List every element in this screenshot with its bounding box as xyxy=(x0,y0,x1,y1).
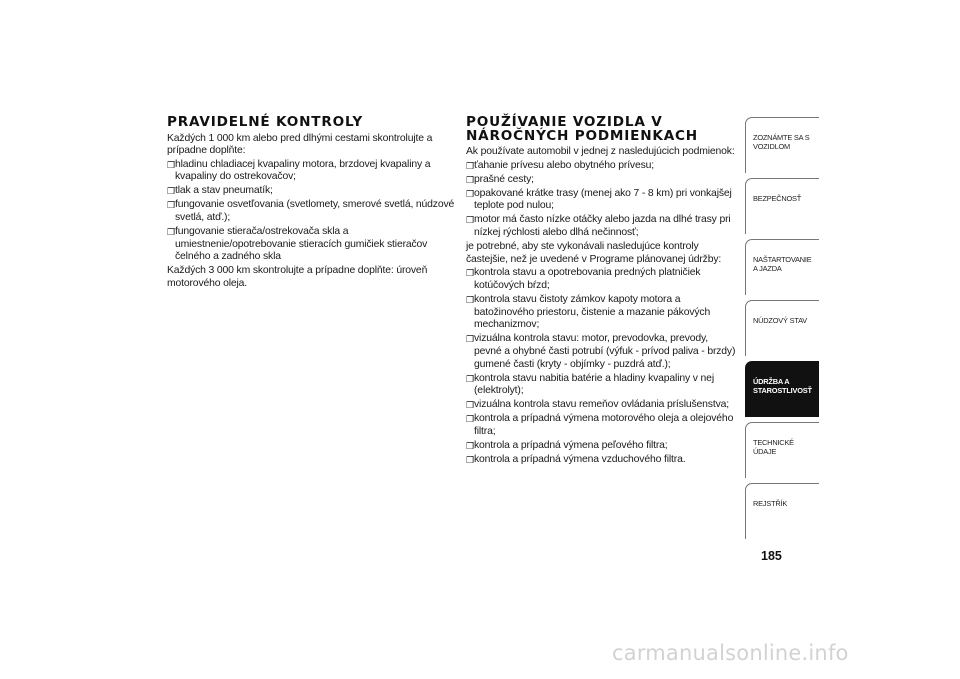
list-item: ❒ opakované krátke trasy (menej ako 7 - 8 km) pri vonkajšej teplote pod nulou; xyxy=(466,187,732,212)
checkbox-bullet-icon: ❒ xyxy=(466,400,474,411)
watermark: carmanualsonline.info xyxy=(612,641,849,665)
checkbox-bullet-icon: ❒ xyxy=(466,373,474,384)
checkbox-bullet-icon: ❒ xyxy=(466,174,474,185)
checks-list xyxy=(466,267,738,466)
list-item: ❒ kontrola stavu a opotrebovania predných platničiek kotúčových bŕzd; xyxy=(466,267,701,291)
left-checklist xyxy=(167,159,455,264)
conditions-list xyxy=(466,160,738,240)
list-item: ❒ vizuálna kontrola stavu: motor, prevodovka, prevody, pevné a ohybné časti potrubí (výfuk - prívod paliva - brzdy) gumené časti (kryty - objímky - puzdrá atď.); xyxy=(466,333,736,370)
checkbox-bullet-icon: ❒ xyxy=(167,159,175,170)
checkbox-bullet-icon: ❒ xyxy=(466,160,474,171)
tab-getting-to-know[interactable]: ZOZNÁMTE SA S VOZIDLOM xyxy=(745,117,819,173)
list-item: ❒ kontrola stavu nabitia batérie a hladiny kvapaliny v nej (elektrolyt); xyxy=(466,372,714,397)
checkbox-bullet-icon: ❒ xyxy=(466,441,474,452)
tab-technical-data[interactable]: TECHNICKÉ ÚDAJE xyxy=(745,422,819,478)
checkbox-bullet-icon: ❒ xyxy=(167,186,175,197)
checkbox-bullet-icon: ❒ xyxy=(466,455,474,466)
left-column xyxy=(167,116,455,292)
right-column xyxy=(466,116,738,468)
list-item: ❒ vizuálna kontrola stavu remeňov ovládania príslušenstva; xyxy=(466,399,729,411)
checkbox-bullet-icon: ❒ xyxy=(167,227,175,238)
right-middle: je potrebné, aby ste vykonávali nasledujúce kontroly častejšie, než je uvedené v Programe plánovanej údržby: xyxy=(466,241,722,265)
checkbox-bullet-icon: ❒ xyxy=(167,200,175,211)
list-item: ❒ kontrola a prípadná výmena peľového filtra; xyxy=(466,440,668,452)
list-item: ❒ kontrola a prípadná výmena vzduchového filtra. xyxy=(466,454,686,466)
checkbox-bullet-icon: ❒ xyxy=(466,188,474,199)
section-heading-regular-checks: PRAVIDELNÉ KONTROLY xyxy=(167,114,363,130)
list-item: ❒ fungovanie osvetľovania (svetlomety, smerové svetlá, núdzové svetlá, atď.); xyxy=(167,199,455,224)
tab-maintenance[interactable]: ÚDRŽBA A STAROSTLIVOSŤ xyxy=(745,361,819,417)
list-item: ❒ kontrola stavu čistoty zámkov kapoty motora a batožinového priestoru, čistenie a mazanie pákových mechanizmov; xyxy=(466,294,711,331)
checkbox-bullet-icon: ❒ xyxy=(466,334,474,345)
list-item: ❒ motor má často nízke otáčky alebo jazda na dlhé trasy pri nízkej rýchlosti alebo dlhá nečinnosť; xyxy=(466,214,731,239)
list-item: ❒ prašné cesty; xyxy=(466,173,534,185)
checkbox-bullet-icon: ❒ xyxy=(466,414,474,425)
tab-emergency[interactable]: NÚDZOVÝ STAV xyxy=(745,300,819,356)
list-item: ❒ fungovanie stierača/ostrekovača skla a umiestnenie/opotrebovanie stieracích gumičiek stieračov čelného a zadného skla xyxy=(167,226,428,263)
page-number: 185 xyxy=(761,549,782,563)
list-item: ❒ hladinu chladiacej kvapaliny motora, brzdovej kvapaliny a kvapaliny do ostrekovačov; xyxy=(167,158,431,183)
list-item: ❒ kontrola a prípadná výmena motorového oleja a olejového filtra; xyxy=(466,413,734,437)
right-intro: Ak používate automobil v jednej z nasledujúcich podmienok: xyxy=(466,146,735,157)
tab-safety[interactable]: BEZPEČNOSŤ xyxy=(745,178,819,234)
left-intro: Každých 1 000 km alebo pred dlhými cestami skontrolujte a prípadne doplňte: xyxy=(167,132,433,157)
checkbox-bullet-icon: ❒ xyxy=(466,215,474,226)
left-outro: Každých 3 000 km skontrolujte a prípadne doplňte: úroveň motorového oleja. xyxy=(167,265,428,290)
chapter-tabs xyxy=(745,117,819,544)
tab-index[interactable]: REJSTŘÍK xyxy=(745,483,819,539)
checkbox-bullet-icon: ❒ xyxy=(466,268,474,279)
list-item: ❒ ťahanie prívesu alebo obytného prívesu; xyxy=(466,159,655,171)
section-heading-harsh-conditions: POUŽÍVANIE VOZIDLA V NÁROČNÝCH PODMIENKACH xyxy=(466,114,698,144)
checkbox-bullet-icon: ❒ xyxy=(466,295,474,306)
tab-starting-driving[interactable]: NAŠTARTOVANIE A JAZDA xyxy=(745,239,819,295)
list-item: ❒ tlak a stav pneumatík; xyxy=(167,185,273,197)
